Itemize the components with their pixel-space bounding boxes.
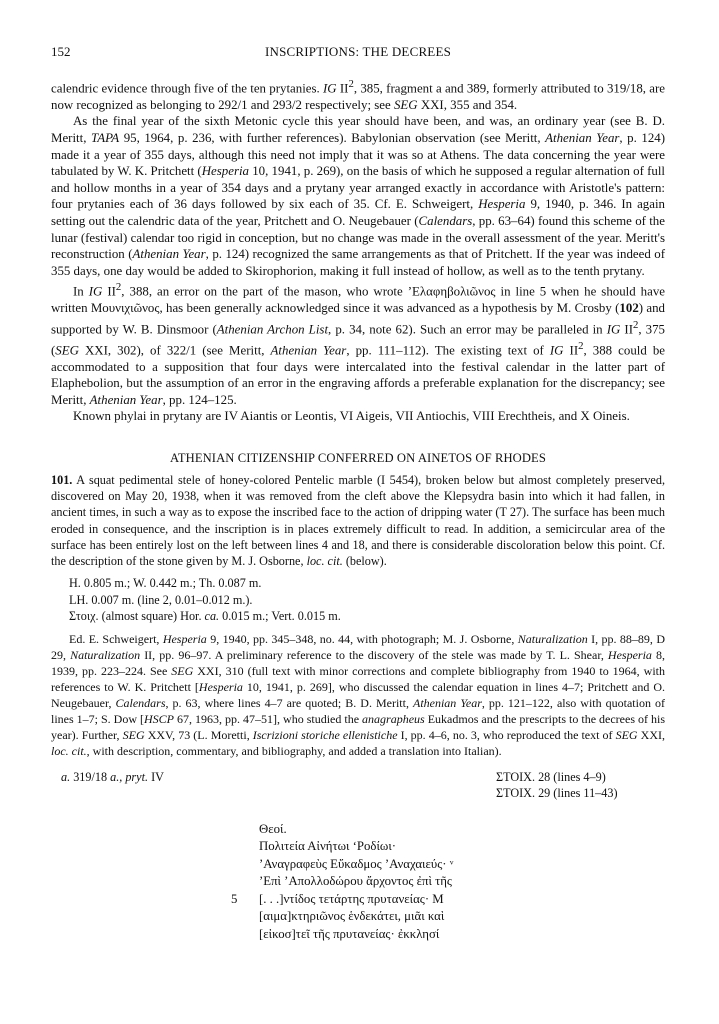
inscription-line xyxy=(51,821,665,839)
greek-inscription-text xyxy=(51,821,665,944)
dateline xyxy=(51,769,665,803)
commentary-text xyxy=(51,76,665,425)
inscription-line-text: [εἰκοσ]τεῖ τῆς πρυτανείας· ἐκκλησί xyxy=(259,927,440,942)
inscription-line-text: Θεοί. xyxy=(259,821,287,836)
inscription-line xyxy=(51,926,665,944)
line-number: 5 xyxy=(231,891,238,906)
inscription-line-text: ’Επὶ ’Απολλοδώρου ἄρχοντος ἐπὶ τῆς xyxy=(259,874,452,889)
measure-line-3: Στοιχ. (almost square) Hor. ca. 0.015 m.; Vert. 0.015 m. xyxy=(69,609,341,624)
date-prytany: a. 319/18 a., pryt. IV xyxy=(61,769,164,784)
inscription-line-text: Πολιτεία Αἰνήτωι ‘Ροδίωι· xyxy=(259,839,397,854)
edition-bibliography: Ed. E. Schweigert, Hesperia 9, 1940, pp. 345–348, no. 44, with photograph; M. J. Osborne, Naturalization I, pp. 88–89, D 29, Naturalization II, pp. 96–97. A preliminary reference to the discovery of the stele was made by T. L. Shear, Hesperia 8, 1939, pp. 223–224. See SEG XXI, 310 (full text with minor corrections and complete bibliography from 1940 to 1964, with references to W. K. Pritchett [Hesperia 10, 1941, p. 269], who discussed the calendar equation in lines 4–7; Pritchett and O. Neugebauer, Calendars, p. 63, where lines 4–7 are quoted; B. D. Meritt, Athenian Year, pp. 121–122, also with quotation of lines 1–7; S. Dow [HSCP 67, 1963, pp. 47–51], who studied the anagrapheus Eukadmos and the prescripts to the decrees of his year). Further, SEG XXV, 73 (L. Moretti, Iscrizioni storiche ellenistiche I, pp. 4–6, no. 3, who reproduced the text of SEG XXI, loc. cit., with description, commentary, and bibliography, and added a translation into Italian). xyxy=(51,631,666,758)
inscription-line xyxy=(51,838,665,856)
measure-line-2: LH. 0.007 m. (line 2, 0.01–0.012 m.). xyxy=(69,592,253,607)
section-title: ATHENIAN CITIZENSHIP CONFERRED ON AINETOS OF RHODES xyxy=(170,451,546,466)
inscription-line-text: [αιμα]κτηριῶνος ἑνδεκάτει, μιᾶι καὶ xyxy=(259,909,445,924)
stone-measurements xyxy=(69,575,665,624)
inscription-line-text: [. . .]ντίδος τετάρτης πρυτανείας· Μ xyxy=(259,891,444,906)
entry-description: 101. A squat pedimental stele of honey-colored Pentelic marble (I 5454), broken below but almost completely preserved, discovered on May 20, 1938, when it was removed from the cleft above the Klepsydra basin into which it had fallen, in ancient times, in such a way as to expose the inscribed face to the action of dripping water (T 27). The surface has been much eroded in consequence, and the inscription is in places extremely difficult to read. In addition, a semicircular area of the surface has been entirely lost on the left between lines 4 and 18, and there is considerable discoloration below this point. Cf. the description of the stone given by M. J. Osborne, loc. cit. (below). xyxy=(51,473,665,569)
paragraph-4: Known phylai in prytany are IV Aiantis or Leontis, VI Aigeis, VII Antiochis, VIII Erechtheis, and X Oineis. xyxy=(73,409,630,424)
book-page xyxy=(51,44,665,944)
inscription-line xyxy=(51,908,665,926)
inscription-line xyxy=(51,856,665,874)
entry-number: 101. xyxy=(51,473,73,488)
paragraph-3: In IG $II^2$, 388, an error on the part of the mason, who wrote ’Ελαφηβολιῶνος in line 5 when he should have written Μουνιχιῶνος, has been generally acknowledged since it was advanced as a hypothesis by M. Crosby (102) and supported by W. B. Dinsmoor (Athenian Archon List, p. 34, note 62). Such an error may be paralleled in IG $II^2$, 375 (SEG XXI, 302), of 322/1 (see Meritt, Athenian Year, pp. 111–112). The existing text of IG $II^2$, 388 could be accommodated to a supposition that four days were intercalated into the festival calendar in the latter part of Elaphebolion, but the assumption of an error in the engraving affords a preferable explanation for the discrepancy; see Meritt, Athenian Year, pp. 124–125. xyxy=(51,281,666,407)
inscription-line xyxy=(51,873,665,891)
stoichedon-info: ΣΤΟΙΧ. 28 (lines 4–9) ΣΤΟΙΧ. 29 (lines 11–43) xyxy=(496,769,618,800)
page-number: 152 xyxy=(51,44,71,59)
page-header xyxy=(51,44,665,64)
running-head: INSCRIPTIONS: THE DECREES xyxy=(264,44,452,59)
paragraph-1: calendric evidence through five of the ten prytanies. IG $II^2$, 385, fragment a and 389, formerly attributed to 319/18, are now recognized as belonging to 292/1 and 293/2 respectively; see SEG XXI, 355 and 354. xyxy=(51,78,666,112)
inscription-line-text: ’Αναγραφεὺς Εὔκαδμος ’Αναχαιεύς· ᵛ xyxy=(259,856,454,871)
inscription-line xyxy=(51,891,665,909)
measure-line-1: H. 0.805 m.; W. 0.442 m.; Th. 0.087 m. xyxy=(69,576,262,591)
paragraph-2: As the final year of the sixth Metonic cycle this year should have been, and was, an ordinary year (see B. D. Meritt, TAPA 95, 1964, p. 236, with further references). Babylonian observation (see Meritt, Athenian Year, p. 124) made it a year of 355 days, although this need not imply that it was so at Athens. The data concerning the year were tabulated by W. K. Pritchett (Hesperia 10, 1941, p. 269), on the basis of which he supposed a regular alternation of full and hollow months in a year of 354 days and a prytany year arranged exactly in accordance with Aristotle's pattern: four prytanies each of 36 days followed by six each of 35. Cf. E. Schweigert, Hesperia 9, 1940, p. 346. In again setting out the calendric data of the year, Pritchett and O. Neugebauer (Calendars, pp. 63–64) found this scheme of the lunar (festival) calendar too rigid in conception, but no change was made in the overall assessment of the year. Meritt's reconstruction (Athenian Year, p. 124) recognized the same arrangements as that of Pritchett. If the year was indeed of 355 days, one day would be added to Skirophorion, making it full instead of hollow, as well as to the tenth prytany. xyxy=(51,114,666,278)
